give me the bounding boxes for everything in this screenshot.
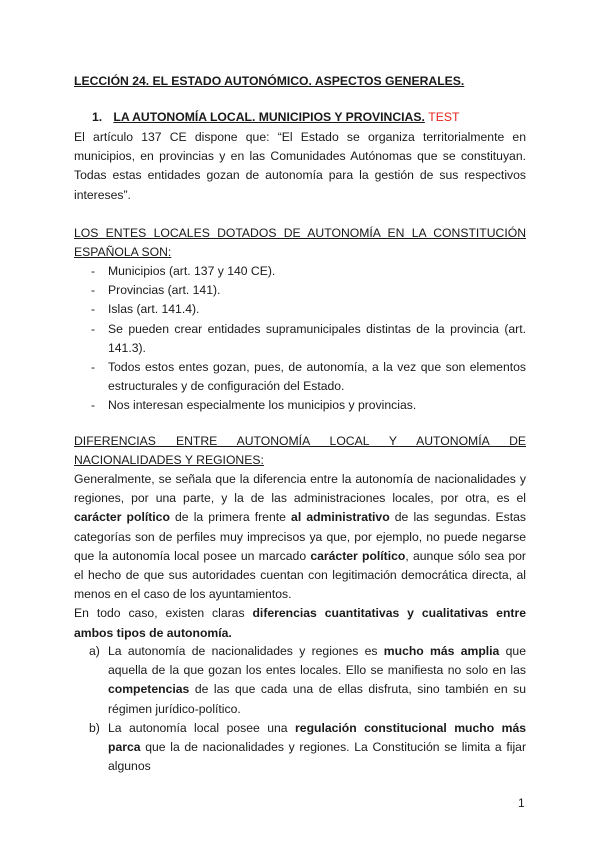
diferencias-list bbox=[74, 642, 526, 776]
entes-heading: LOS ENTES LOCALES DOTADOS DE AUTONOMÍA EN LA CONSTITUCIÓN ESPAÑOLA SON: bbox=[74, 226, 526, 260]
list-item: - Se pueden crear entidades supramunicipales distintas de la provincia (art. 141.3). bbox=[74, 320, 526, 358]
section-title: LA AUTONOMÍA LOCAL. MUNICIPIOS Y PROVINCIAS. bbox=[113, 110, 425, 124]
diferencias-heading: DIFERENCIAS ENTRE AUTONOMÍA LOCAL Y AUTONOMÍA DE NACIONALIDADES Y REGIONES: bbox=[74, 434, 526, 468]
lesson-title: LECCIÓN 24. EL ESTADO AUTONÓMICO. ASPECTOS GENERALES. bbox=[74, 74, 465, 88]
diferencias-para-1: Generalmente, se señala que la diferencia entre la autonomía de nacionalidades y regiones, por una parte, y la de las administraciones locales, por otra, es el carácter político de la primera frente al administrativo de las segundas. Estas categorías son de perfiles muy imprecisos ya que, por ejemplo, no puede negarse que la autonomía local posee un marcado carácter político, aunque sólo sea por el hecho de que sus autoridades cuentan con legitimación democrática directa, al menos en el caso de los ayuntamientos. bbox=[74, 472, 526, 602]
test-tag: TEST bbox=[428, 110, 460, 124]
list-item-b: b) La autonomía local posee una regulación constitucional mucho más parca que la de nacionalidades y regiones. La Constitución se limita a fijar algunos bbox=[89, 720, 526, 774]
diferencias-para-2: En todo caso, existen claras diferencias cuantitativas y cualitativas entre ambos tipos de autonomía. bbox=[74, 606, 526, 640]
section-number: 1. bbox=[92, 110, 103, 124]
list-item: - Provincias (art. 141). bbox=[74, 281, 526, 300]
intro-paragraph: El artículo 137 CE dispone que: “El Estado se organiza territorialmente en municipios, en provincias y en las Comunidades Autónomas que se constituyan. Todas estas entidades gozan de autonomía para la gestión de sus respectivos intereses”. bbox=[74, 130, 526, 202]
entes-list bbox=[74, 262, 526, 416]
diferencias-paragraph bbox=[74, 470, 526, 643]
page-number: 1 bbox=[518, 796, 525, 810]
list-item-a: a) La autonomía de nacionalidades y regiones es mucho más amplia que aquella de la que gozan los entes locales. Ello se manifiesta no solo en las competencias de las que cada una de ellas disfruta, sino también en su régimen jurídico-político. bbox=[89, 644, 526, 716]
list-item: - Municipios (art. 137 y 140 CE). bbox=[74, 262, 526, 281]
section-heading bbox=[92, 108, 459, 127]
list-item: - Nos interesan especialmente los municipios y provincias. bbox=[74, 396, 526, 415]
list-item: - Todos estos entes gozan, pues, de autonomía, a la vez que son elementos estructurales y de configuración del Estado. bbox=[74, 358, 526, 396]
list-item: - Islas (art. 141.4). bbox=[74, 300, 526, 319]
